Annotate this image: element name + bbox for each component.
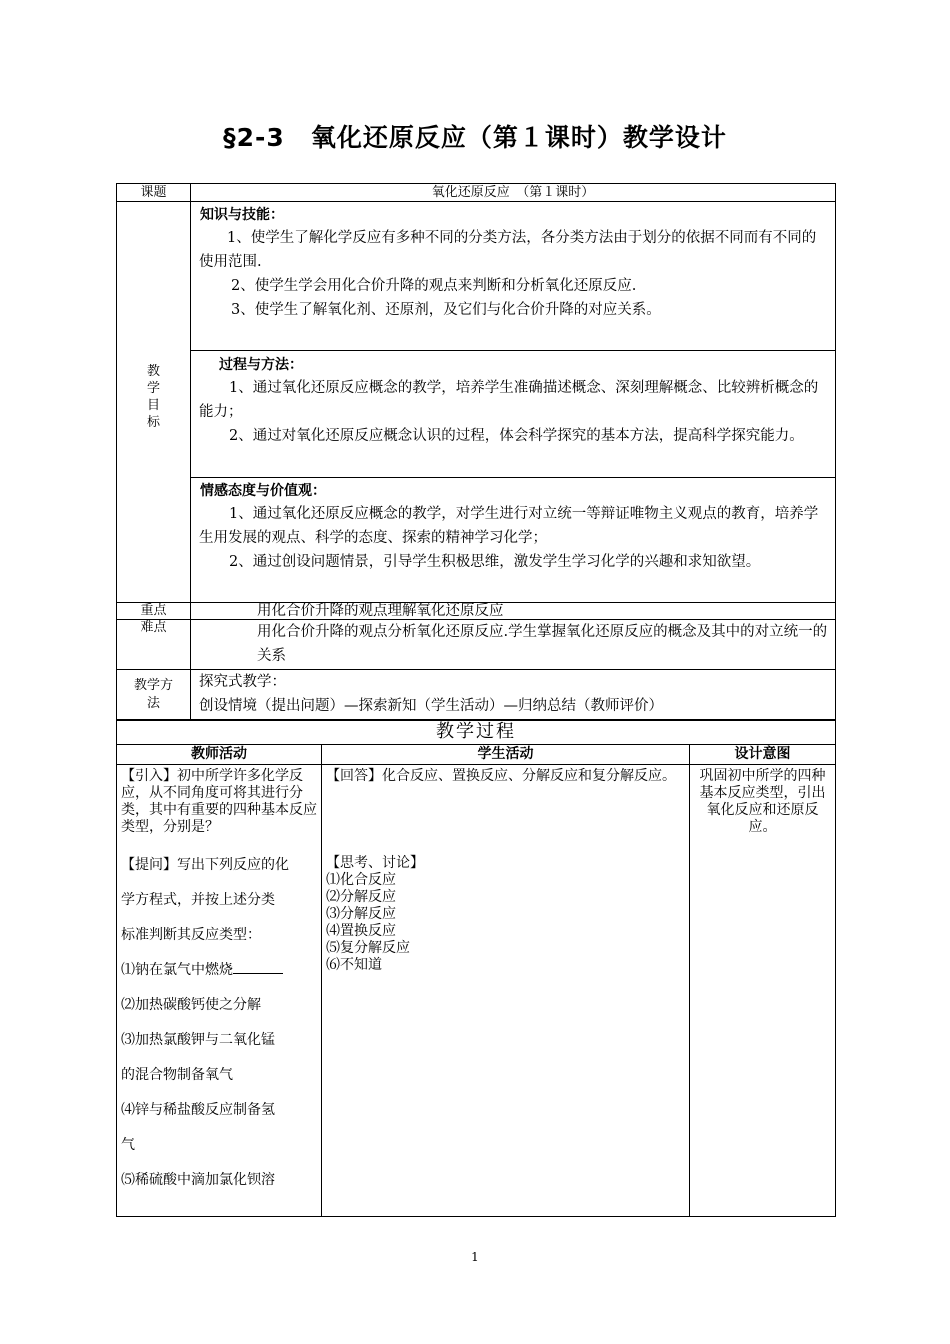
- key-point-value: 用化合价升降的观点理解氧化还原反应: [191, 603, 836, 620]
- intent-cell: [690, 765, 836, 1217]
- teacher-intro: 【引入】初中所学许多化学反应，从不同角度可将其进行分类，其中有重要的四种基本反应类型，分别是？: [121, 768, 317, 835]
- knowledge-item: 2、使学生学会用化合价升降的观点来判断和分析氧化还原反应.: [231, 278, 637, 294]
- knowledge-item: 1、使学生了解化学反应有多种不同的分类方法，各分类方法由于划分的依据不同而有不同的使用范围.: [199, 230, 817, 270]
- process-heading: 教学过程: [117, 720, 836, 745]
- list-item: ⑶分解反应: [326, 906, 396, 922]
- teacher-activity-cell: [117, 765, 322, 1217]
- page-number: 1: [471, 1250, 479, 1264]
- method-line: 创设情境（提出问题）—探索新知（学生活动）—归纳总结（教师评价）: [199, 698, 663, 714]
- teacher-question: 【提问】写出下列反应的化 学方程式，并按上述分类 标准判断其反应类型： ⑴钠在氯气中燃烧 ⑵加热碳酸钙使之分解 ⑶加热氯酸钾与二氧化锰 的混合物制备氧气 ⑷锌与稀盐酸反应制备氢 气 ⑸稀硫酸中滴加氯化钡溶: [117, 848, 321, 1198]
- student-discuss-heading: 【思考、讨论】: [326, 855, 424, 871]
- attitude-item: 2、通过创设问题情景，引导学生积极思维，激发学生学习化学的兴趣和求知欲望。: [229, 554, 761, 570]
- method-label: 教学方法: [133, 678, 173, 711]
- list-item: ⑴化合反应: [326, 872, 396, 888]
- student-column-header: 学生活动: [322, 745, 690, 765]
- teacher-column-header: 教师活动: [117, 745, 322, 765]
- answer-blank: [233, 972, 283, 974]
- teacher-line-with-blank: ⑴钠在氯气中燃烧: [121, 953, 317, 988]
- objectives-label-cell: [117, 202, 191, 603]
- attitude-cell: [191, 478, 836, 603]
- list-item: ⑵分解反应: [326, 889, 396, 905]
- knowledge-heading: 知识与技能：: [200, 207, 284, 223]
- intent-column-header: 设计意图: [690, 745, 836, 765]
- page-title: §2-3 氧化还原反应（第１课时）教学设计: [223, 123, 727, 152]
- attitude-heading: 情感态度与价值观：: [200, 483, 326, 499]
- student-discuss-list: [322, 872, 689, 974]
- knowledge-cell: [191, 202, 836, 351]
- process-section-table: [116, 719, 836, 1217]
- method-label-cell: [117, 670, 191, 721]
- knowledge-item: 3、使学生了解氧化剂、还原剂，及它们与化合价升降的对应关系。: [231, 302, 661, 318]
- list-item: ⑸复分解反应: [326, 940, 410, 956]
- student-answer: 【回答】化合反应、置换反应、分解反应和复分解反应。: [326, 768, 676, 784]
- difficulty-value: 用化合价升降的观点分析氧化还原反应.学生掌握氧化还原反应的概念及其中的对立统一的关系: [191, 620, 836, 670]
- list-item: ⑹不知道: [326, 957, 382, 973]
- difficulty-label: 难点: [117, 620, 191, 670]
- topic-label: 课题: [117, 184, 191, 202]
- attitude-item: 1、通过氧化还原反应概念的教学，对学生进行对立统一等辩证唯物主义观点的教育，培养学生用发展的观点、科学的态度、探索的精神学习化学；: [199, 506, 819, 546]
- list-item: ⑷置换反应: [326, 923, 396, 939]
- method-line: 探究式教学：: [199, 674, 286, 690]
- process-heading: 过程与方法：: [219, 357, 303, 373]
- student-activity-cell: [322, 765, 690, 1217]
- process-item: 1、通过氧化还原反应概念的教学，培养学生准确描述概念、深刻理解概念、比较辨析概念的能力；: [199, 380, 819, 420]
- lesson-info-table: [116, 183, 836, 721]
- process-item: 2、通过对氧化还原反应概念认识的过程，体会科学探究的基本方法，提高科学探究能力。: [229, 428, 804, 444]
- process-method-cell: [191, 351, 836, 478]
- key-point-label: 重点: [117, 603, 191, 620]
- topic-value: 氧化还原反应 （第１课时）: [191, 184, 836, 202]
- intent-text: 巩固初中所学的四种基本反应类型，引出氧化反应和还原反应。: [699, 768, 826, 835]
- method-cell: [191, 670, 836, 721]
- objectives-label: 教 学 目 标: [146, 364, 160, 430]
